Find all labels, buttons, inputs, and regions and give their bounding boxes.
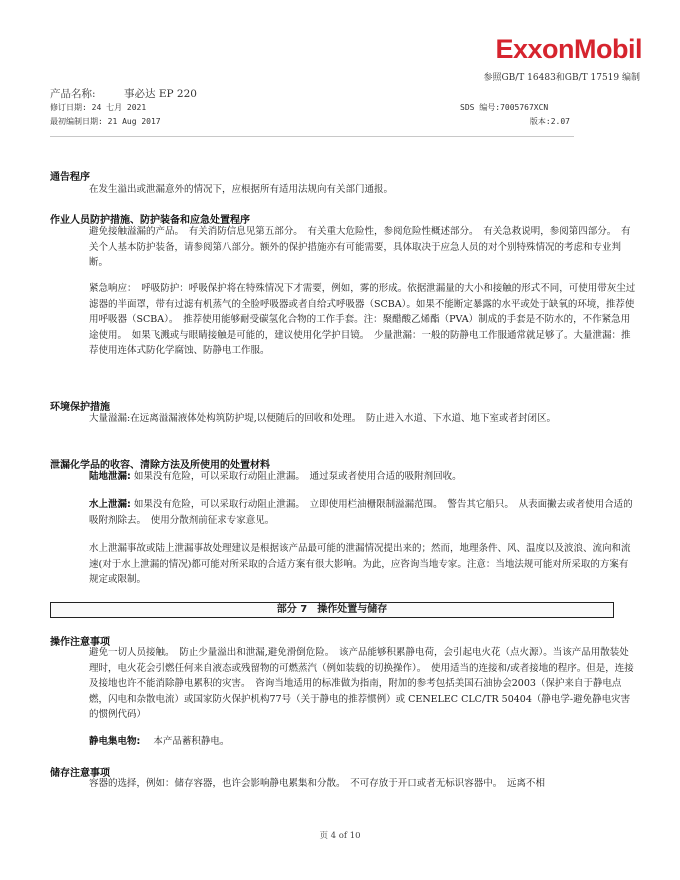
static-accumulator-text: 本产品蓄积静电。 — [153, 736, 230, 747]
handling-text: 避免一切人员接触。 防止少量溢出和泄漏,避免滑倒危险。 该产品能够积累静电荷，会引起电火花（点火源）。当该产品用散装处理时，电火花会引燃任何来自液态或残留物的可燃蒸汽（例如装载的切换操作）。 使用适当的连接和/或者接地的程序。但是，连接及接地也许不能消除静电累积的灾害。 咨询当地适用的标准做为指南，附加的参考包括美国石油协会2003（保护来自于静电点燃，闪电和杂散电流）或国家防火保护机构77号（关于静电的推荐惯例）或 CENELEC CLC/TR 50404（静电学-避免静电灾害的惯例代码） — [89, 647, 634, 720]
storage-text: 容器的选择，例如：储存容器，也许会影响静电累集和分散。 不可存放于开口或者无标识容器中。 远离不相 — [89, 778, 546, 789]
product-name-value: 事必达 EP 220 — [124, 88, 197, 100]
page-number: 页 4 of 10 — [319, 831, 361, 841]
land-spill-text: 如果没有危险，可以采取行动阻止泄漏。 通过泵或者使用合适的吸附剂回收。 — [133, 471, 462, 482]
section-7-title: 部分 7 操作处置与储存 — [50, 602, 614, 618]
personal-precautions-heading: 作业人员防护措施、防护装备和应急处置程序 — [50, 215, 250, 226]
static-accumulator-para — [89, 734, 637, 750]
containment-note: 水上泄漏事故或陆上泄漏事故处理建议是根据该产品最可能的泄漏情况提出来的；然而，地理条件、风、温度以及波浪、流向和流速(对于水上泄漏的情况)都可能对所采取的合适方案有很大影响。为此，应咨询当地专家。注意：当地法规可能对所采取的方案有规定或限制。 — [89, 543, 631, 585]
static-accumulator-label: 静电集电物: — [89, 736, 141, 747]
land-spill-label: 陆地泄漏: — [89, 471, 131, 482]
storage-heading: 储存注意事项 — [50, 768, 110, 779]
water-spill-label: 水上泄漏: — [89, 499, 131, 510]
personal-precautions-para2: 紧急响应： 呼吸防护：呼吸保护将在特殊情况下才需要，例如，雾的形成。依据泄漏量的大小和接触的形式不同，可使用带灰尘过滤器的半面罩，带有过滤有机蒸气的全脸呼吸器或者自给式呼吸器（SCBA）。如果不能断定暴露的水平或处于缺氧的环境，推荐使用呼吸器（SCBA）。 推荐使用能够耐受碳氢化合物的工作手套。注：聚醋酸乙烯酯（PVA）制成的手套是不防水的，不作紧急用途使用。 如果飞溅或与眼睛接触是可能的，建议使用化学护目镜。 少量泄漏：一般的防静电工作服通常就足够了。大量泄漏：推荐使用连体式防化学腐蚀、防静电工作服。 — [89, 283, 636, 356]
notification-heading: 通告程序 — [50, 172, 90, 183]
notification-text: 在发生溢出或泄漏意外的情况下，应根据所有适用法规向有关部门通报。 — [89, 184, 394, 195]
land-spill-para — [89, 469, 637, 485]
version-number: 版本:2.07 — [529, 117, 570, 126]
header-divider — [50, 136, 574, 137]
revision-date: 修订日期: 24 七月 2021 — [50, 103, 147, 112]
handling-heading: 操作注意事项 — [50, 637, 110, 648]
containment-heading: 泄漏化学品的收容、清除方法及所使用的处置材料 — [50, 460, 270, 471]
environmental-text: 大量溢漏:在远离溢漏液体处构筑防护堤,以便随后的回收和处理。 防止进入水道、下水道、地下室或者封闭区。 — [89, 413, 556, 424]
water-spill-para — [89, 497, 637, 528]
initial-compile-date: 最初编制日期: 21 Aug 2017 — [50, 117, 161, 126]
environmental-heading: 环境保护措施 — [50, 402, 110, 413]
product-name-label: 产品名称: — [50, 88, 96, 100]
water-spill-text: 如果没有危险，可以采取行动阻止泄漏。 立即使用栏油栅限制溢漏范围。 警告其它船只。 从表面撇去或者使用合适的吸附剂除去。 使用分散剂前征求专家意见。 — [89, 499, 633, 526]
sds-number: SDS 编号:7005767XCN — [460, 103, 549, 112]
standard-reference: 参照GB/T 16483和GB/T 17519 编制 — [483, 73, 640, 83]
exxonmobil-logo: ExxonMobil — [495, 34, 642, 64]
product-name-line — [50, 86, 197, 101]
personal-precautions-para1: 避免接触溢漏的产品。 有关消防信息见第五部分。 有关重大危险性，参阅危险性概述部分。 有关急救说明，参阅第四部分。 有关个人基本防护装备，请参阅第八部分。额外的保护措施亦有可能需要，具体取决于应急人员的对个别特殊情况的考虑和专业判断。 — [89, 226, 631, 268]
